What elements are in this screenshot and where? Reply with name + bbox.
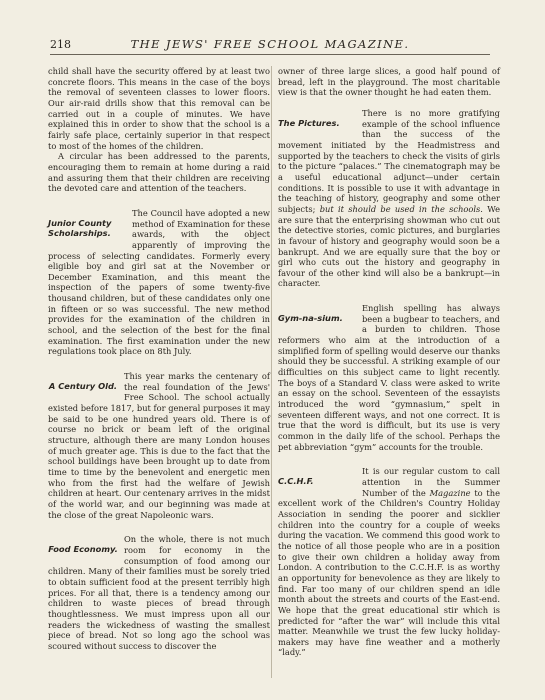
section-heading-pictures: The Pictures. (278, 117, 340, 128)
running-title: THE JEWS' FREE SCHOOL MAGAZINE. (130, 37, 410, 51)
section-text-cchf: It is our regular custom to call attention in the Summer Number of the Magazine to the excellent work of the Children's Country Holiday Association in sending the poorer and sicklier children into the country for a couple of weeks during the vacation. We commend this good work to the notice of all those people who are in a position to give their own children a holiday away from London. A contribution to the C.C.H.F. is as worthy an opportunity for benevolence as they are likely to find. Far too many of our children spend an idle month about the streets and courts of the East-end. We hope that the great educational stir which is predicted for “after the war” will include this vital matter. Meanwhile we trust the few lucky holiday-makers may have fine weather and a motherly “lady.” (278, 466, 501, 658)
italic-magazine: Magazine (429, 487, 471, 498)
section-heading-food-economy: Food Economy. (48, 544, 118, 555)
section-text-food-economy: On the whole, there is not much room for economy in the consumption of food among our children. Many of their families must be sorely tried to obtain sufficient food at the present terribly high prices. For all that, there is a tendency among our children to waste pieces of bread through thoughtlessness. We must impress upon all our readers the wickedness of wasting the smallest piece of bread. Not so long ago the school was scoured without success to discover the (48, 534, 270, 651)
paragraph: A circular has been addressed to the parents, encouraging them to remain at home during a raid and assuring them that their children are receiving the devoted care and attention of the teachers. (48, 151, 270, 194)
right-column (278, 66, 500, 658)
column-divider (271, 66, 272, 678)
paragraph: child shall have the security offered by at least two concrete floors. This means in the case of the boys the removal of seventeen classes to lower floors. Our air-raid drills show that this removal can be carried out in a couple of minutes. We have explained this in order to show that the school is a fairly safe place, certainly superior in that respect to most of the homes of the children. (48, 66, 270, 151)
section-heading-century: A Century Old. (48, 381, 118, 392)
left-column (48, 66, 270, 651)
paragraph: owner of three large slices, a good half pound of bread, left in the playground. The most charitable view is that the owner thought he had eaten them. (278, 66, 500, 98)
section-heading-cchf: C.C.H.F. (278, 476, 314, 487)
section-text-gymnasium: English spelling has always been a bugbear to teachers, and a burden to children. Those reformers who aim at the introduction of a simplified form of spelling would deserve our thanks should they be successful. A striking example of our difficulties on this subject came to light recently. The boys of a Standard V. class were asked to write an essay on the school. Seventeen of the essayists introduced the word “gymnasium,” spelt in seventeen different ways, and not one correct. It is true that the word is difficult, but its use is very common in the daily life of the school. Perhaps the pet abbreviation “gym” accounts for the trouble. (278, 303, 500, 452)
section-heading-junior-county: Junior County Scholarships. (48, 217, 112, 238)
section-text-pictures: There is no more gratifying example of the school influence than the success of the movement initiated by the Headmistress and supported by the teachers to check the visits of girls to the picture “palaces.” The cinematograph may be a useful educational adjunct—under certain conditions. It is possible to use it with advantage in the teaching of history, geography and some other subjects; but it should be used in the schools. We are sure that the enterprising showman who cut out the detective stories, comic pictures, and burglaries in favour of history and geography would soon be a bankrupt. And we are equally sure that the boy or girl who cuts out the history and geography in favour of the other kind will also be a bankrupt—in character. (278, 107, 500, 289)
page-header (50, 36, 490, 55)
section-text-century: This year marks the centenary of the real foundation of the Jews' Free School. The school actually existed before 1817, but for general purposes it may be said to be one hundred years old. There is of course no brick or beam left of the original structure, although there are many London houses of much greater age. This is due to the fact that the school buildings have been brought up to date from time to time by the benevolent and energetic men who from the first had the welfare of Jewish children at heart. Our centenary arrives in the midst of the world war, and our beginning was made at the close of the great Napoleonic wars. (48, 371, 270, 520)
section-text-junior-county: The Council have adopted a new method of Examination for these awards, with the object apparently of improving the process of selecting candidates. Formerly every eligible boy and girl sat at the November or December Examination, and this meant the inspection of the papers of some twenty-five thousand children, but of these candidates only one in fifteen or so was successful. The new method provides for the examination of the children in school, and the selection of the best for the final examination. The first examination under the new regulations took place on 8th July. (48, 207, 270, 357)
page-number: 218 (50, 38, 71, 51)
section-heading-gymnasium: Gym-na-sium. (278, 313, 343, 324)
italic-phrase: but it should be used in the schools. (319, 203, 483, 214)
